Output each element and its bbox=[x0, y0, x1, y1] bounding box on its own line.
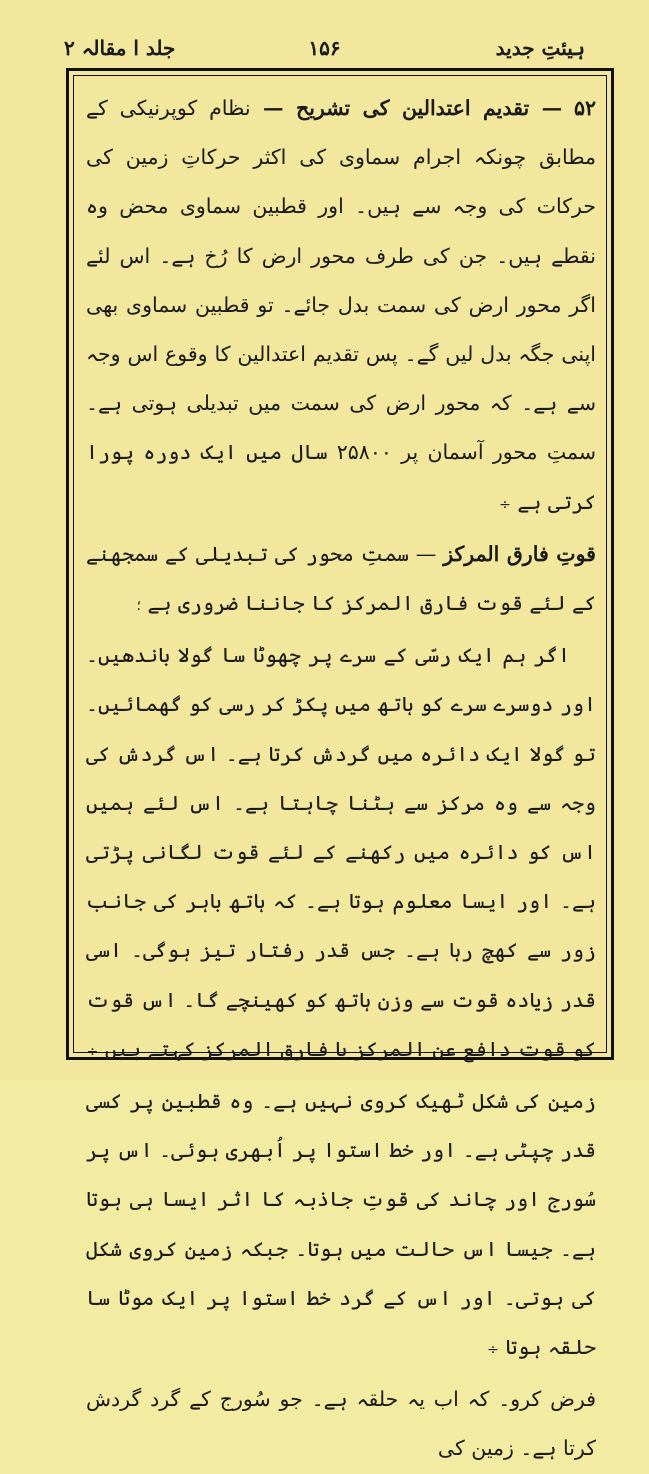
paragraph-4-block bbox=[86, 1077, 596, 1375]
paragraph-1: نظام کوپرنیکی کے مطابق چونکہ اجرام سماوی کی اکثر حرکاتِ زمین کی حرکات کی وجہ سے ہیں۔ اور قطبین سماوی محض وہ نقطے ہیں۔ جن کی طرف محور ارض کا رُخ ہے۔ اس لئے اگر محور ارض کی سمت بدل جائے۔ تو قطبین سماوی بھی اپنی جگہ بدل لیں گے۔ پس تقدیم اعتدالین کا وقوع اس وجہ سے ہے۔ کہ محور ارض کی سمت میں تبدیلی ہوتی ہے۔ سمتِ محور آسمان پر ۲۵۸۰۰ سال میں ایک دورہ پورا کرتی ہے bbox=[86, 96, 597, 514]
subsection-title: قوتِ فارق المرکز bbox=[443, 541, 596, 566]
page-number: ۱۵۶ bbox=[308, 36, 341, 60]
subsection-dash: — bbox=[408, 541, 437, 566]
paragraph-end-mark: ÷ bbox=[499, 496, 511, 513]
section-title-text: تقدیم اعتدالین کی تشریح bbox=[295, 96, 530, 120]
paragraph-3-block bbox=[86, 631, 596, 1077]
running-title: ہیئتِ جدید bbox=[495, 36, 585, 60]
section-number: ۵۲ bbox=[573, 96, 597, 120]
paragraph-end-mark: ؛ bbox=[136, 598, 141, 615]
section-title: — تقدیم اعتدالین کی تشریح — bbox=[250, 96, 563, 120]
volume-label: جلد ا مقالہ ۲ bbox=[64, 36, 176, 60]
paragraph-end-mark: ÷ bbox=[487, 1342, 499, 1359]
paragraph-5: فرض کرو۔ کہ اب یہ حلقہ ہے۔ جو سُورج کے گرد گردش کرتا ہے۔ زمین کی bbox=[86, 1387, 596, 1461]
paragraph-4: زمین کی شکل ٹھیک کروی نہیں ہے۔ وہ قطبین پر کسی قدر چپٹی ہے۔ اور خط استوا پر اُبھری ہوئی۔ اس پر سُورج اور چاند کی قوتِ جاذبہ کا اثر ایسا ہی ہوتا ہے۔ جیسا اس حالت میں ہوتا۔ جبکہ زمین کروی شکل کی ہوتی۔ اور اس کے گرد خط استوا پر ایک موٹا سا حلقہ ہوتا bbox=[86, 1089, 596, 1360]
section-paragraph bbox=[86, 84, 596, 530]
paragraph-3: اگر ہم ایک رسّی کے سرے پر چھوٹا سا گولا باندھیں۔ اور دوسرے سرے کو ہاتھ میں پکڑ کر رسی کو گھمائیں۔ تو گولا ایک دائرہ میں گردش کرتا ہے۔ اس گردش کی وجہ سے وہ مرکز سے ہٹنا چاہتا ہے۔ اس لئے ہمیں اس کو دائرہ میں رکھنے کے لئے قوت لگانی پڑتی ہے۔ اور ایسا معلوم ہوتا ہے۔ کہ ہاتھ باہر کی جانب زور سے کھچ رہا ہے۔ جس قدر رفتار تیز ہوگی۔ اسی قدر زیادہ قوت سے وزن ہاتھ کو کھینچے گا۔ اس قوت کو قوت دافع عن المرکز یا فارق المرکز کہتے ہیں bbox=[86, 643, 596, 1061]
paragraph-5-block bbox=[86, 1375, 596, 1473]
page-header bbox=[40, 30, 609, 70]
paragraph-end-mark: ÷ bbox=[86, 1043, 99, 1060]
subsection-paragraph bbox=[86, 530, 596, 631]
paragraph-2: سمتِ محور کی تبدیلی کے سمجھنے کے لئے قوت فارق المرکز کا جاننا ضروری ہے bbox=[86, 541, 596, 616]
body-text bbox=[86, 84, 597, 1461]
